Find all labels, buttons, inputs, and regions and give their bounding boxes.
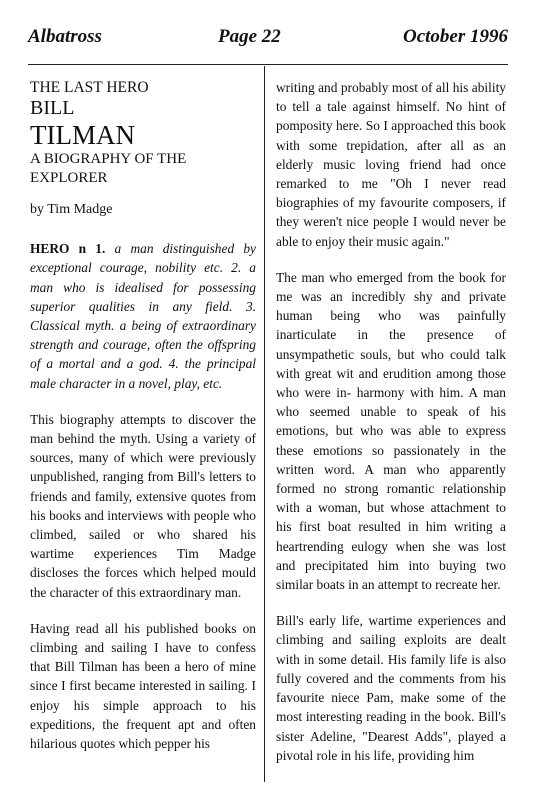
body-paragraph: Bill's early life, wartime experiences and climbing and sailing exploits are dealt with in some detail. His family life is also fully covered and the comments from his favourite niece Pam, make some of the most interesting reading in the book. Bill's sister Adeline, "Dearest Adds", played a pivotal role in his life, providing him [276, 613, 506, 763]
article-title-line-2: BILL [30, 97, 75, 119]
body-paragraph: Having read all his published books on climbing and sailing I have to confess that Bill Tilman has been a hero of mine since I first became interested in sailing. I enjoy his simple approach to his expeditions, the frequent apt and often hilarious quotes which pepper his [30, 620, 256, 752]
body-paragraph: This biography attempts to discover the man behind the myth. Using a variety of sources, many of which were previously unpublished, ranging from Bill's letters to friends and family, extensive quotes from his books and interviews with people who climbed, sailed or who shared his wartime experiences Tim Madge discloses the forces which helped mould the character of this extraordinary man. [30, 411, 256, 600]
left-column [30, 78, 256, 753]
page-number: Page 22 [218, 26, 281, 47]
article-subtitle: A BIOGRAPHY OF THE EXPLORER [30, 151, 187, 186]
right-column [276, 78, 506, 765]
issue-date: October 1996 [402, 26, 508, 47]
page-header [28, 26, 508, 54]
article-title-line-3: TILMAN [30, 120, 135, 150]
body-paragraph: writing and probably most of all his ability to tell a tale against himself. No hint of pomposity here. So I approached this book with some trepidation, after all as an elderly music loving friend had once remarked to me "Oh I never read biographies of my favourite composers, if they weren't nice people I would never be able to enjoy their music again." [276, 80, 506, 249]
article-byline: by Tim Madge [30, 202, 113, 217]
definition-headword: HERO n 1. [30, 241, 106, 257]
hero-definition [30, 239, 256, 393]
header-rule [28, 64, 508, 65]
article-title-line-1: THE LAST HERO [30, 79, 149, 96]
publication-title: Albatross [28, 26, 102, 47]
body-paragraph: The man who emerged from the book for me was an incredibly shy and private human being who was painfully inarticulate in the presence of unsympathetic souls, but who could talk with great wit and erudition among those who were in- harmony with him. A man who seemed unable to speak of his emotions, but who was able to express these emotions so passionately in the written word. A man who apparently formed no strong romantic relationship with a woman, but whose attachment to his first boat resulted in him writing a heartrending eulogy when she was lost and precipitated him into buying two similar boats in an attempt to recreate her. [276, 269, 506, 593]
column-divider [264, 66, 265, 782]
definition-text: a man distinguished by exceptional courage, nobility etc. 2. a man who is idealised for possessing superior qualities in any field. 3. Classical myth. a being of extraordinary strength and courage, often the offspring of a mortal and a god. 4. the principal male character in a novel, play, etc. [30, 241, 256, 391]
